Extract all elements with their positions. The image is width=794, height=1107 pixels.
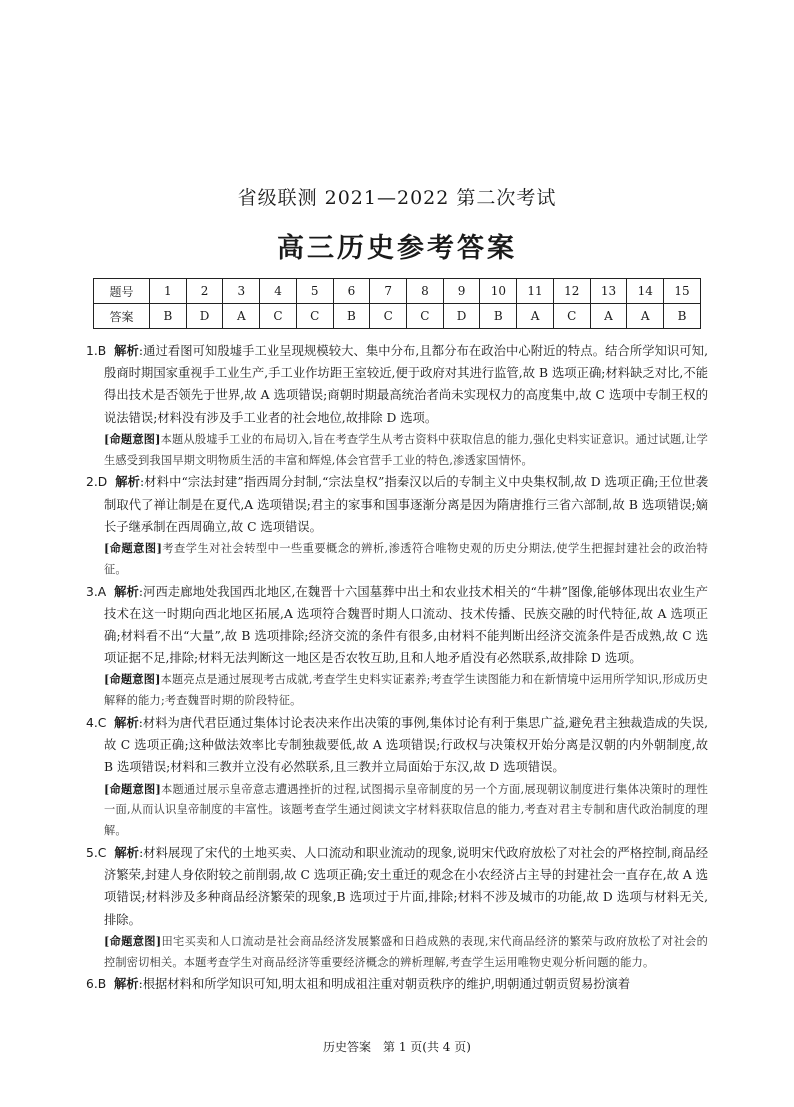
- answer-cell: C: [407, 304, 444, 329]
- question-number-cell: 14: [627, 279, 664, 304]
- explanation-item-3: [86, 581, 708, 712]
- exam-title: 省级联测 2021—2022 第二次考试: [237, 187, 557, 209]
- question-number-cell: 12: [553, 279, 590, 304]
- analysis-text: :材料中“宗法封建”指西周分封制,“宗法皇权”指秦汉以后的专制主义中央集权制,故 D 选项正确;王位世袭制取代了禅让制是在夏代,A 选项错误;君主的家事和国事逐渐分离是因为隋唐推行三省六部制,故 B 选项错误;嫡长子继承制在西周确立,故 C 选项错误。: [104, 475, 708, 534]
- answer-cell: D: [186, 304, 223, 329]
- question-number-cell: 13: [590, 279, 627, 304]
- explanation-item-2: [86, 471, 708, 580]
- answer-cell: B: [480, 304, 517, 329]
- question-number-cell: 8: [407, 279, 444, 304]
- analysis-label: 解析: [114, 845, 140, 861]
- item-number: 2.D: [86, 475, 108, 490]
- intent-body: 本题通过展示皇帝意志遭遇挫折的过程,试图揭示皇帝制度的另一个方面,展现朝议制度进行集体决策时的理性一面,从而认识皇帝制度的丰富性。该题考查学生通过阅读文字材料获取信息的能力,考查对君主专制和唐代政治制度的理解。: [104, 782, 708, 838]
- analysis-text: :材料为唐代君臣通过集体讨论表决来作出决策的事例,集体讨论有利于集思广益,避免君主独裁造成的失误,故 C 选项正确;这种做法效率比专制独裁要低,故 A 选项错误;行政权与决策权开始分离是汉朝的内外朝制度,故 B 选项错误;材料和三教并立没有必然联系,且三教并立局面始于东汉,故 D 选项错误。: [104, 716, 708, 775]
- answer-cell: C: [553, 304, 590, 329]
- analysis-label: 解析: [114, 343, 139, 358]
- analysis-text: :材料展现了宋代的土地买卖、人口流动和职业流动的现象,说明宋代政府放松了对社会的严格控制,商品经济繁荣,封建人身依附较之前削弱,故 C 选项正确;安土重迁的观念在小农经济占主导的封建社会一直存在,故 A 选项错误;材料涉及多种商品经济繁荣的现象,B 选项过于片面,排除;材料不涉及城市的功能,故 D 选项与材料无关,排除。: [104, 846, 708, 927]
- analysis-label: 解析: [114, 715, 139, 731]
- analysis-text: :河西走廊地处我国西北地区,在魏晋十六国墓葬中出土和农业技术相关的“牛耕”图像,能够体现出农业生产技术在这一时期向西北地区拓展,A 选项符合魏晋时期人口流动、技术传播、民族交融的时代特征,故 A 选项正确;材料看不出“大量”,故 B 选项排除;经济交流的条件有很多,由材料不能判断出经济交流条件是否成熟,故 C 选项证据不足,排除;材料无法判断这一地区是否农牧互助,且和人地矛盾没有必然联系,故排除 D 选项。: [104, 584, 708, 666]
- explanation-text: [86, 471, 708, 538]
- explanation-text: [86, 340, 708, 429]
- analysis-text: :通过看图可知殷墟手工业呈现规模较大、集中分布,且都分布在政治中心附近的特点。结合所学知识可知,殷商时期国家重视手工业生产,手工业作坊距王室较近,便于政府对其进行监管,故 B 选项正确;材料缺乏对比,不能得出技术是否领先于世界,故 A 选项错误;商朝时期最高统治者尚未实现权力的高度集中,故 C 选项中专制王权的说法错误;材料没有涉及手工业者的社会地位,故排除 D 选项。: [104, 344, 708, 425]
- answer-key-title: 高三历史参考答案: [277, 233, 517, 264]
- question-number-cell: 10: [480, 279, 517, 304]
- answer-cell: A: [590, 304, 627, 329]
- page-footer: 历史答案 第 1 页(共 4 页): [323, 1040, 471, 1054]
- item-number: 1.B: [86, 344, 107, 358]
- answer-table-number-row: [94, 279, 701, 304]
- intent-text: [86, 538, 708, 581]
- item-number: 3.A: [86, 584, 107, 599]
- row-label-question-number: 题号: [94, 279, 150, 304]
- answer-cell: A: [517, 304, 554, 329]
- question-number-cell: 6: [333, 279, 370, 304]
- question-number-cell: 3: [223, 279, 260, 304]
- intent-body: 田宅买卖和人口流动是社会商品经济发展繁盛和日趋成熟的表现,宋代商品经济的繁荣与政府放松了对社会的控制密切相关。本题考查学生对商品经济等重要经济概念的辨析理解,考查学生运用唯物史观分析问题的能力。: [104, 934, 708, 969]
- intent-body: 考查学生对社会转型中一些重要概念的辨析,渗透符合唯物史观的历史分期法,使学生把握封建社会的政治特征。: [104, 542, 708, 576]
- explanation-text: [86, 581, 708, 670]
- question-number-cell: 2: [186, 279, 223, 304]
- intent-text: [86, 779, 708, 842]
- explanation-item-4: [86, 712, 708, 842]
- row-label-answer: 答案: [94, 304, 150, 329]
- intent-label: [命题意图]: [104, 933, 162, 948]
- analysis-label: 解析: [114, 583, 139, 599]
- explanation-item-1: [86, 340, 708, 471]
- explanation-text: [86, 973, 708, 995]
- answer-cell: B: [333, 304, 370, 329]
- answer-table: [93, 278, 701, 329]
- intent-label: [命题意图]: [104, 541, 163, 556]
- explanation-item-6: [86, 973, 708, 995]
- answer-cell: C: [260, 304, 297, 329]
- item-number: 4.C: [86, 716, 107, 731]
- analysis-text: :根据材料和所学知识可知,明太祖和明成祖注重对朝贡秩序的维护,明朝通过朝贡贸易扮演着: [138, 977, 631, 992]
- intent-text: [86, 429, 708, 472]
- question-number-cell: 7: [370, 279, 407, 304]
- explanation-text: [86, 842, 708, 931]
- intent-body: 本题亮点是通过展现考古成就,考查学生史料实证素养;考查学生读图能力和在新情境中运用所学知识,形成历史解释的能力;考查魏晋时期的阶段特征。: [104, 673, 708, 708]
- answer-cell: C: [370, 304, 407, 329]
- item-number: 5.C: [86, 846, 107, 861]
- explanation-text: [86, 712, 708, 779]
- answer-table-answer-row: [94, 304, 701, 329]
- answer-cell: D: [443, 304, 480, 329]
- analysis-label: 解析: [115, 474, 141, 490]
- answer-cell: A: [627, 304, 664, 329]
- intent-text: [86, 931, 708, 974]
- answer-cell: B: [664, 304, 701, 329]
- intent-label: [命题意图]: [104, 781, 161, 796]
- question-number-cell: 5: [296, 279, 333, 304]
- intent-label: [命题意图]: [104, 672, 161, 687]
- answer-cell: B: [150, 304, 187, 329]
- analysis-label: 解析: [114, 976, 139, 992]
- answer-cell: C: [296, 304, 333, 329]
- answer-cell: A: [223, 304, 260, 329]
- question-number-cell: 4: [260, 279, 297, 304]
- question-number-cell: 1: [150, 279, 187, 304]
- intent-body: 本题从殷墟手工业的布局切入,旨在考查学生从考古资料中获取信息的能力,强化史料实证意识。通过试题,让学生感受到我国早期文明物质生活的丰富和辉煌,体会官营手工业的特色,渗透家国情怀。: [104, 432, 708, 467]
- intent-label: [命题意图]: [104, 431, 161, 446]
- question-number-cell: 11: [517, 279, 554, 304]
- intent-text: [86, 669, 708, 712]
- explanations: [86, 340, 708, 996]
- question-number-cell: 9: [443, 279, 480, 304]
- item-number: 6.B: [86, 977, 107, 992]
- question-number-cell: 15: [664, 279, 701, 304]
- explanation-item-5: [86, 842, 708, 973]
